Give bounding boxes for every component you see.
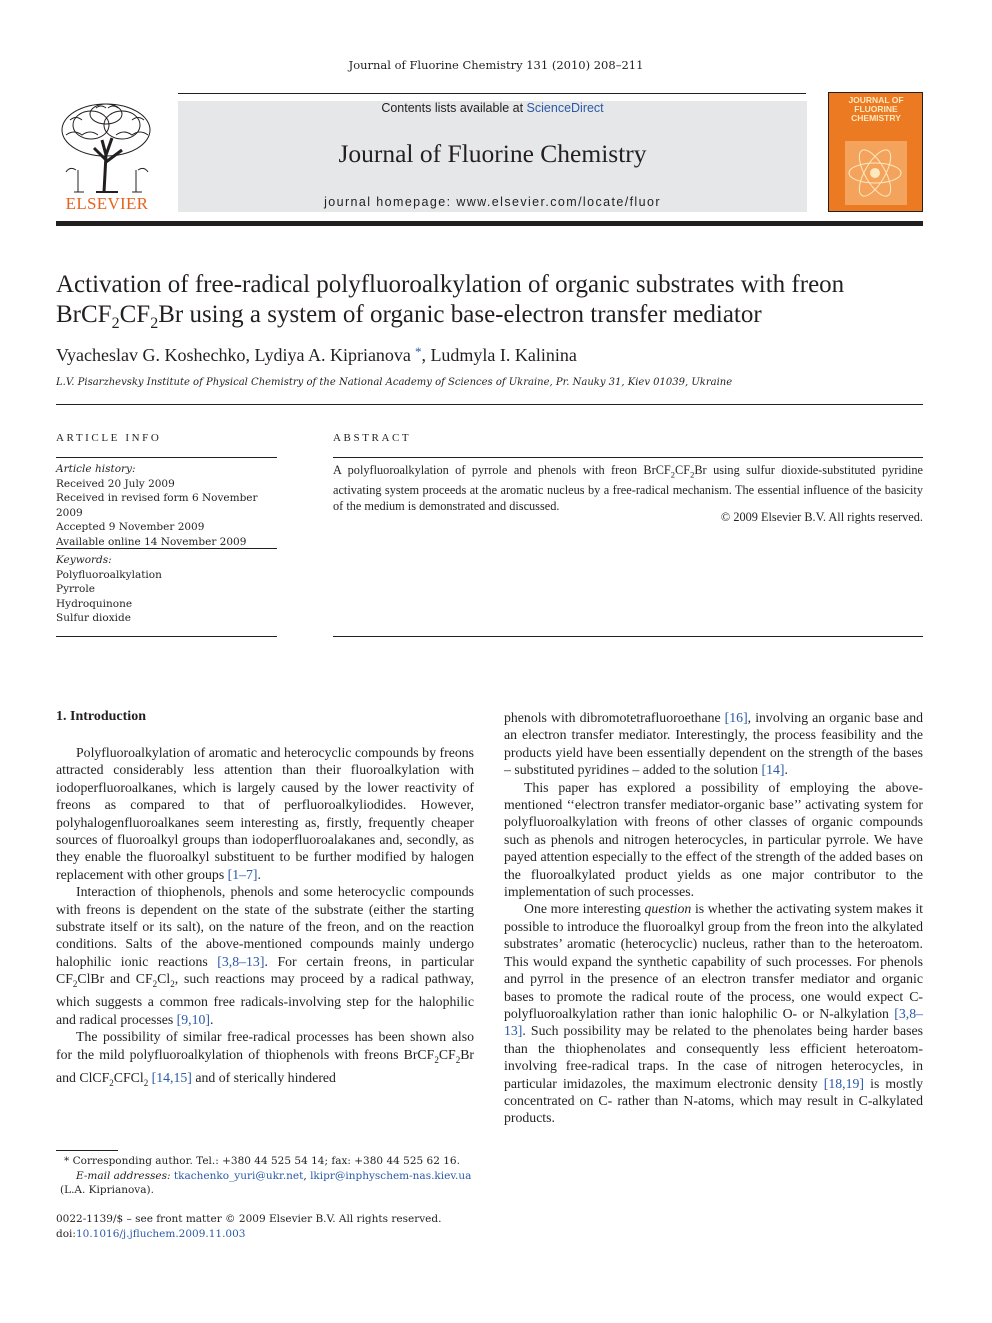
author: Lydiya A. Kiprianova <box>254 345 411 365</box>
divider <box>56 636 277 637</box>
paragraph: The possibility of similar free-radical processes has been shown also for the mild polyfluoroalkylation of thiophenols with freons $BrCF_2CF_2Br$ and ClCF$_2$CFCl$_2$ [14,15] and of sterically hindered <box>56 1029 474 1088</box>
divider <box>56 404 923 405</box>
history-accepted: Accepted 9 November 2009 <box>56 521 205 533</box>
paragraph: phenols with dibromotetrafluoroethane [16], involving an organic base and an electron transfer mediator. Interestingly, the process feasibility and the products yield have been essentially dependent on the strength of the bases – substituted pyridines – added to the solution [14]. <box>504 710 923 778</box>
keywords-label: Keywords: <box>56 554 112 566</box>
abstract-heading: ABSTRACT <box>333 432 412 444</box>
abstract-text: A polyfluoroalkylation of pyrrole and phenols with freon $BrCF_2CF_2Br$ using sulfur dioxide-substituted pyridine activating system proceeds at the aromatic nucleus by a free-radical mechanism. The essential influence of the basicity of the medium is demonstrated and discussed. <box>333 463 923 514</box>
tree-icon <box>56 100 158 195</box>
abstract-copyright: © 2009 Elsevier B.V. All rights reserved. <box>720 510 923 524</box>
author: Vyacheslav G. Koshechko, <box>56 345 255 365</box>
citation-link[interactable]: [14,15] <box>151 1069 192 1085</box>
citation-link[interactable]: [9,10] <box>176 1011 211 1027</box>
body-column-left <box>56 744 474 1092</box>
history-label: Article history: <box>56 463 136 475</box>
divider <box>333 636 923 637</box>
citation-link[interactable]: [14] <box>761 762 785 778</box>
citation-link[interactable]: [3,8–13] <box>504 1005 923 1039</box>
corresponding-footnote: * Corresponding author. Tel.: +380 44 525 54 14; fax: +380 44 525 62 16. E-mail addresses: tkachenko_yuri@ukr.net, lkipr@inphyschem-nas.kiev.ua (L.A. Kiprianova). <box>60 1155 472 1196</box>
body-column-right <box>504 709 923 1127</box>
issn-line: 0022-1139/$ – see front matter © 2009 Elsevier B.V. All rights reserved. <box>56 1213 442 1225</box>
keyword: Sulfur dioxide <box>56 612 131 624</box>
history-received: Received 20 July 2009 <box>56 477 175 490</box>
divider <box>56 548 277 549</box>
journal-homepage[interactable]: journal homepage: www.elsevier.com/locate/fluor <box>324 195 661 209</box>
doi-line: doi:10.1016/j.jfluchem.2009.11.003 <box>56 1227 246 1240</box>
article-title: Activation of free-radical polyfluoroalkylation of organic substrates with freon $BrCF_2CF_2Br$ using a system of organic base-electron transfer mediator <box>56 271 845 332</box>
doi-link[interactable]: 10.1016/j.jfluchem.2009.11.003 <box>75 1227 246 1240</box>
article-info-heading: ARTICLE INFO <box>56 432 162 444</box>
sciencedirect-link[interactable]: ScienceDirect <box>526 101 604 115</box>
citation-link[interactable]: [1–7] <box>227 866 258 882</box>
journal-title: Journal of Fluorine Chemistry <box>338 139 647 168</box>
front-matter-note <box>56 1212 474 1241</box>
running-head: Journal of Fluorine Chemistry 131 (2010) 208–211 <box>348 58 644 72</box>
history-revised: Received in revised form 6 November 2009 <box>56 492 258 519</box>
paragraph: Interaction of thiophenols, phenols and some heterocyclic compounds with freons is dependent on the state of the substrate (either the starting substrate itself or its salt), on the nature of the freon, and on the reaction conditions. Salts of the above-mentioned compounds mainly undergo halophilic ionic reactions [3,8–13]. For certain freons, in particular $CF_2ClBr$ and $CF_2Cl_2$, such reactions may proceed by a radical pathway, which suggests a common free radicals-involving step for the halophilic and radical processes [9,10]. <box>56 884 474 1027</box>
citation-link[interactable]: [18,19] <box>823 1075 864 1091</box>
paragraph: Polyfluoroalkylation of aromatic and heterocyclic compounds by freons attracted considerably less attention than their fluoroalkylation with iodoperfluoroalkanes, which is largely caused by the lower reactivity of freons as compared to that of perfluoroalkyliodides. However, polyhalogenfluoroalkanes seem interesting as, firstly, frequently cheaper sources of fluoroalkyl groups than iodoperfluoroalakanes and, secondly, as they enable the fluoroalkyl substituent to be further modified by halogen replacement with other groups [1–7]. <box>56 745 474 882</box>
paragraph: This paper has explored a possibility of employing the above-mentioned ‘‘electron transfer mediator-organic base’’ activating system for polyfluoroalkylation with freons of other classes of organic compounds such as phenols and nitrogen heterocycles, in particular pyrrole. We have payed attention especially to the effect of the strength of the added bases on the fluoroalkylated product yields as one major contributor to the implementation of such processes. <box>504 779 923 900</box>
article-history <box>56 462 281 549</box>
citation-link[interactable]: [3,8–13] <box>217 953 265 969</box>
citation-link[interactable]: [16] <box>724 710 748 725</box>
elsevier-wordmark: ELSEVIER <box>65 194 149 213</box>
affiliation: L.V. Pisarzhevsky Institute of Physical Chemistry of the National Academy of Sciences of Ukraine, Pr. Nauky 31, Kiev 01039, Ukraine <box>56 377 733 388</box>
email-link[interactable]: lkipr@inphyschem-nas.kiev.ua <box>310 1169 472 1182</box>
cover-title: JOURNAL OF FLUORINE CHEMISTRY <box>848 95 904 123</box>
keywords <box>56 553 281 626</box>
corresponding-author-mark[interactable]: * <box>414 344 422 359</box>
masthead-bottom-rule <box>56 221 923 226</box>
paragraph: One more interesting question is whether the activating system makes it possible to introduce the fluoroalkyl group from the freon into the alkylated substrates’ aromatic (heterocyclic) nucleus, rather than to the heteroatom. This would expand the synthetic capability of such processes. For phenols and pyrrol in the presence of an electron transfer mediator and organic bases to promote the radical route of the process, one would expect C-polyfluoroalkylation rather than ionic halophilic O- or N-alkylation [3,8–13]. Such possibility may be related to the phenolates being harder bases than the thiophenolates and consequently less efficient heteroatom-involving free-radical traps. In the case of nitrogen heterocycles, in particular imidazoles, the maximum electronic density [18,19] is mostly concentrated on C- rather than N-atoms, which may result in C-alkylated products. <box>504 901 923 1126</box>
contents-line <box>178 101 807 115</box>
section-heading: 1. Introduction <box>56 709 146 724</box>
divider <box>56 457 277 458</box>
keyword: Pyrrole <box>56 583 95 595</box>
author-list <box>56 344 923 366</box>
divider <box>333 457 923 458</box>
keyword: Polyfluoroalkylation <box>56 568 162 581</box>
masthead-top-rule <box>178 93 806 94</box>
author: , Ludmyla I. Kalinina <box>421 345 577 365</box>
contents-prefix: Contents lists available at <box>381 101 527 115</box>
footnote-rule <box>56 1150 118 1151</box>
footnote-mark: * <box>64 1155 70 1167</box>
email-link[interactable]: tkachenko_yuri@ukr.net <box>173 1169 304 1182</box>
history-online: Available online 14 November 2009 <box>56 535 247 548</box>
keyword: Hydroquinone <box>56 597 133 610</box>
